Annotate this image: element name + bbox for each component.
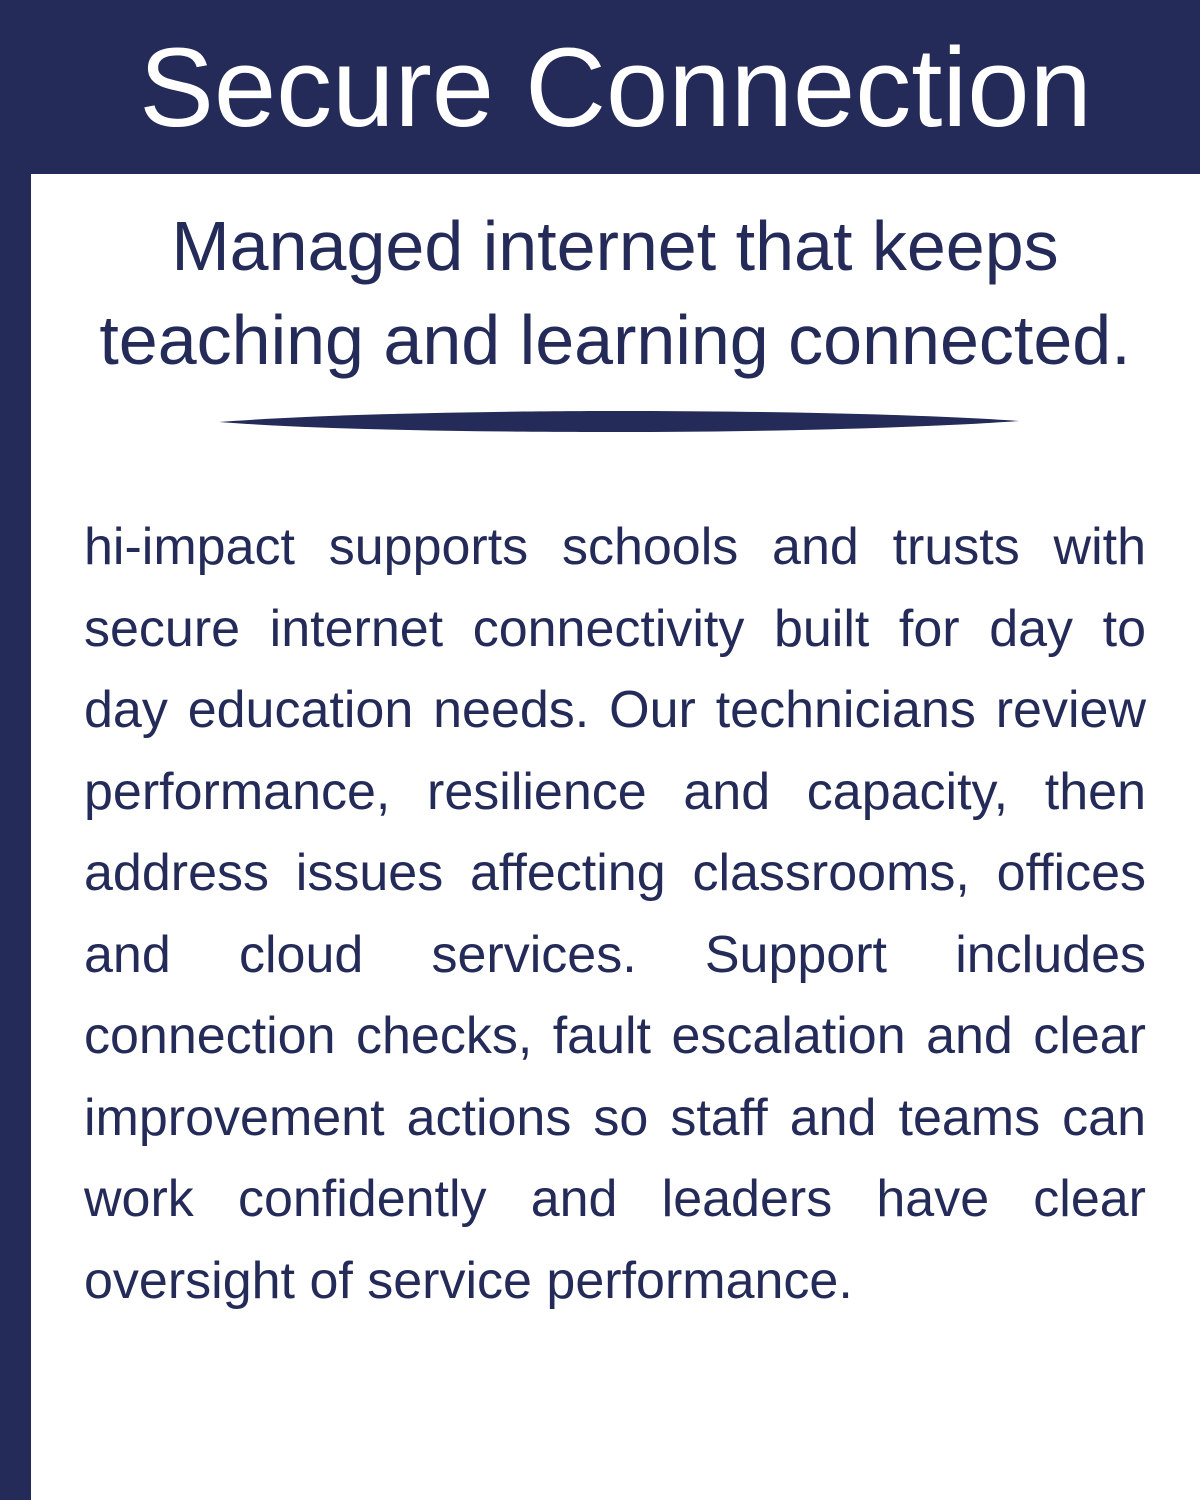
subtitle: Managed internet that keeps teaching and learning connected. bbox=[99, 207, 1131, 379]
left-accent-band bbox=[0, 0, 31, 1500]
page-title: Secure Connection bbox=[139, 25, 1092, 150]
body-paragraph: hi-impact supports schools and trusts with secure internet connectivity built for day to day education needs. Our technicians review performance, resilience and capacity, then address issues affecting classrooms, offices and cloud services. Support includes connection checks, fault escalation and clear improvement actions so staff and teams can work confidently and leaders have clear oversight of service performance. bbox=[84, 518, 1146, 1310]
divider-brushstroke bbox=[219, 410, 1019, 436]
